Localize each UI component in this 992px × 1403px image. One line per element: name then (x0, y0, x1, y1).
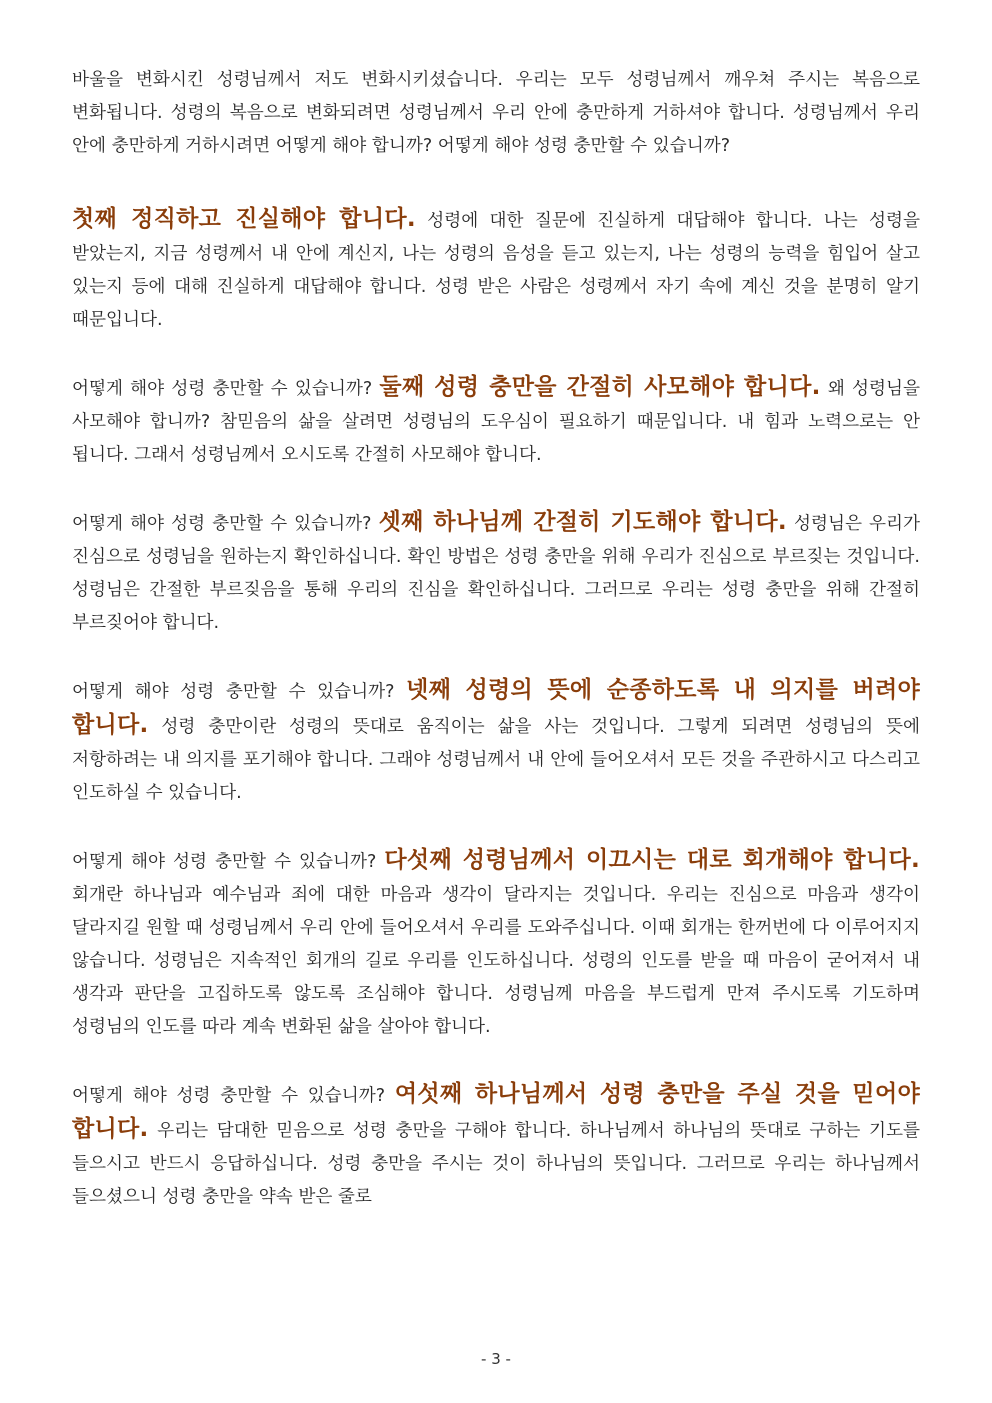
paragraph-fifth-point (72, 844, 920, 1044)
question-lead: 어떻게 해야 성령 충만할 수 있습니까? (72, 1086, 395, 1106)
paragraph-sixth-point (72, 1078, 920, 1214)
question-lead: 어떻게 해야 성령 충만할 수 있습니까? (72, 682, 407, 702)
paragraph-second-point (72, 371, 920, 472)
paragraph-intro (72, 64, 920, 163)
paragraph-text: 바울을 변화시킨 성령님께서 저도 변화시키셨습니다. 우리는 모두 성령님께서 깨우쳐 주시는 복음으로 변화됩니다. 성령의 복음으로 변화되려면 성령님께서 우리 안에 충만하게 거하셔야 합니다. 성령님께서 우리 안에 충만하게 거하시려면 어떻게 해야 합니까? 어떻게 해야 성령 충만할 수 있습니까? (72, 70, 920, 156)
paragraph-fourth-point (72, 674, 920, 810)
point-heading: 넷째 성령의 뜻에 순종하도록 내 의지를 버려야 합니다. (72, 677, 920, 738)
point-heading: 셋째 하나님께 간절히 기도해야 합니다. (378, 509, 787, 535)
paragraph-text: 성령님은 우리가 진심으로 성령님을 원하는지 확인하십니다. 확인 방법은 성령 충만을 위해 우리가 진심으로 부르짖는 것입니다. 성령님은 간절한 부르짖음을 통해 우리의 진심을 확인하십니다. 그러므로 우리는 성령 충만을 위해 간절히 부르짖어야 합니다. (72, 514, 920, 633)
paragraph-text: 성령에 대한 질문에 진실하게 대답해야 합니다. 나는 성령을 받았는지, 지금 성령께서 내 안에 계신지, 나는 성령의 음성을 듣고 있는지, 나는 성령의 능력을 힘입어 살고 있는지 등에 대해 진실하게 대답해야 합니다. 성령 받은 사람은 성령께서 자기 속에 계신 것을 분명히 알기 때문입니다. (72, 211, 920, 330)
paragraph-third-point (72, 506, 920, 640)
point-heading: 여섯째 하나님께서 성령 충만을 주실 것을 믿어야 합니다. (72, 1081, 920, 1142)
point-heading: 둘째 성령 충만을 간절히 사모해야 합니다. (379, 374, 821, 400)
paragraph-first-point (72, 203, 920, 337)
paragraph-text: 우리는 담대한 믿음으로 성령 충만을 구해야 합니다. 하나님께서 하나님의 뜻대로 구하는 기도를 들으시고 반드시 응답하십니다. 성령 충만을 주시는 것이 하나님의 뜻입니다. 그러므로 우리는 하나님께서 들으셨으니 성령 충만을 약속 받은 줄로 (72, 1121, 920, 1207)
page-number: - 3 - (481, 1350, 511, 1368)
point-heading: 첫째 정직하고 진실해야 합니다. (72, 206, 416, 232)
document-body (72, 64, 920, 1248)
question-lead: 어떻게 해야 성령 충만할 수 있습니까? (72, 379, 380, 399)
paragraph-text: 성령 충만이란 성령의 뜻대로 움직이는 삶을 사는 것입니다. 그렇게 되려면 성령님의 뜻에 저항하려는 내 의지를 포기해야 합니다. 그래야 성령님께서 내 안에 들어오셔서 모든 것을 주관하시고 다스리고 인도하실 수 있습니다. (72, 717, 920, 803)
question-lead: 어떻게 해야 성령 충만할 수 있습니까? (72, 852, 385, 872)
point-heading: 다섯째 성령님께서 이끄시는 대로 회개해야 합니다. (384, 847, 920, 873)
question-lead: 어떻게 해야 성령 충만할 수 있습니까? (72, 514, 379, 534)
paragraph-text: 왜 성령님을 사모해야 합니까? 참믿음의 삶을 살려면 성령님의 도우심이 필요하기 때문입니다. 내 힘과 노력으로는 안 됩니다. 그래서 성령님께서 오시도록 간절히 사모해야 합니다. (72, 379, 920, 465)
paragraph-text: 회개란 하나님과 예수님과 죄에 대한 마음과 생각이 달라지는 것입니다. 우리는 진심으로 마음과 생각이 달라지길 원할 때 성령님께서 우리 안에 들어오셔서 우리를 도와주십니다. 이때 회개는 한꺼번에 다 이루어지지 않습니다. 성령님은 지속적인 회개의 길로 우리를 인도하십니다. 성령의 인도를 받을 때 마음이 굳어져서 내 생각과 판단을 고집하도록 않도록 조심해야 합니다. 성령님께 마음을 부드럽게 만져 주시도록 기도하며 성령님의 인도를 따라 계속 변화된 삶을 살아야 합니다. (72, 885, 920, 1037)
